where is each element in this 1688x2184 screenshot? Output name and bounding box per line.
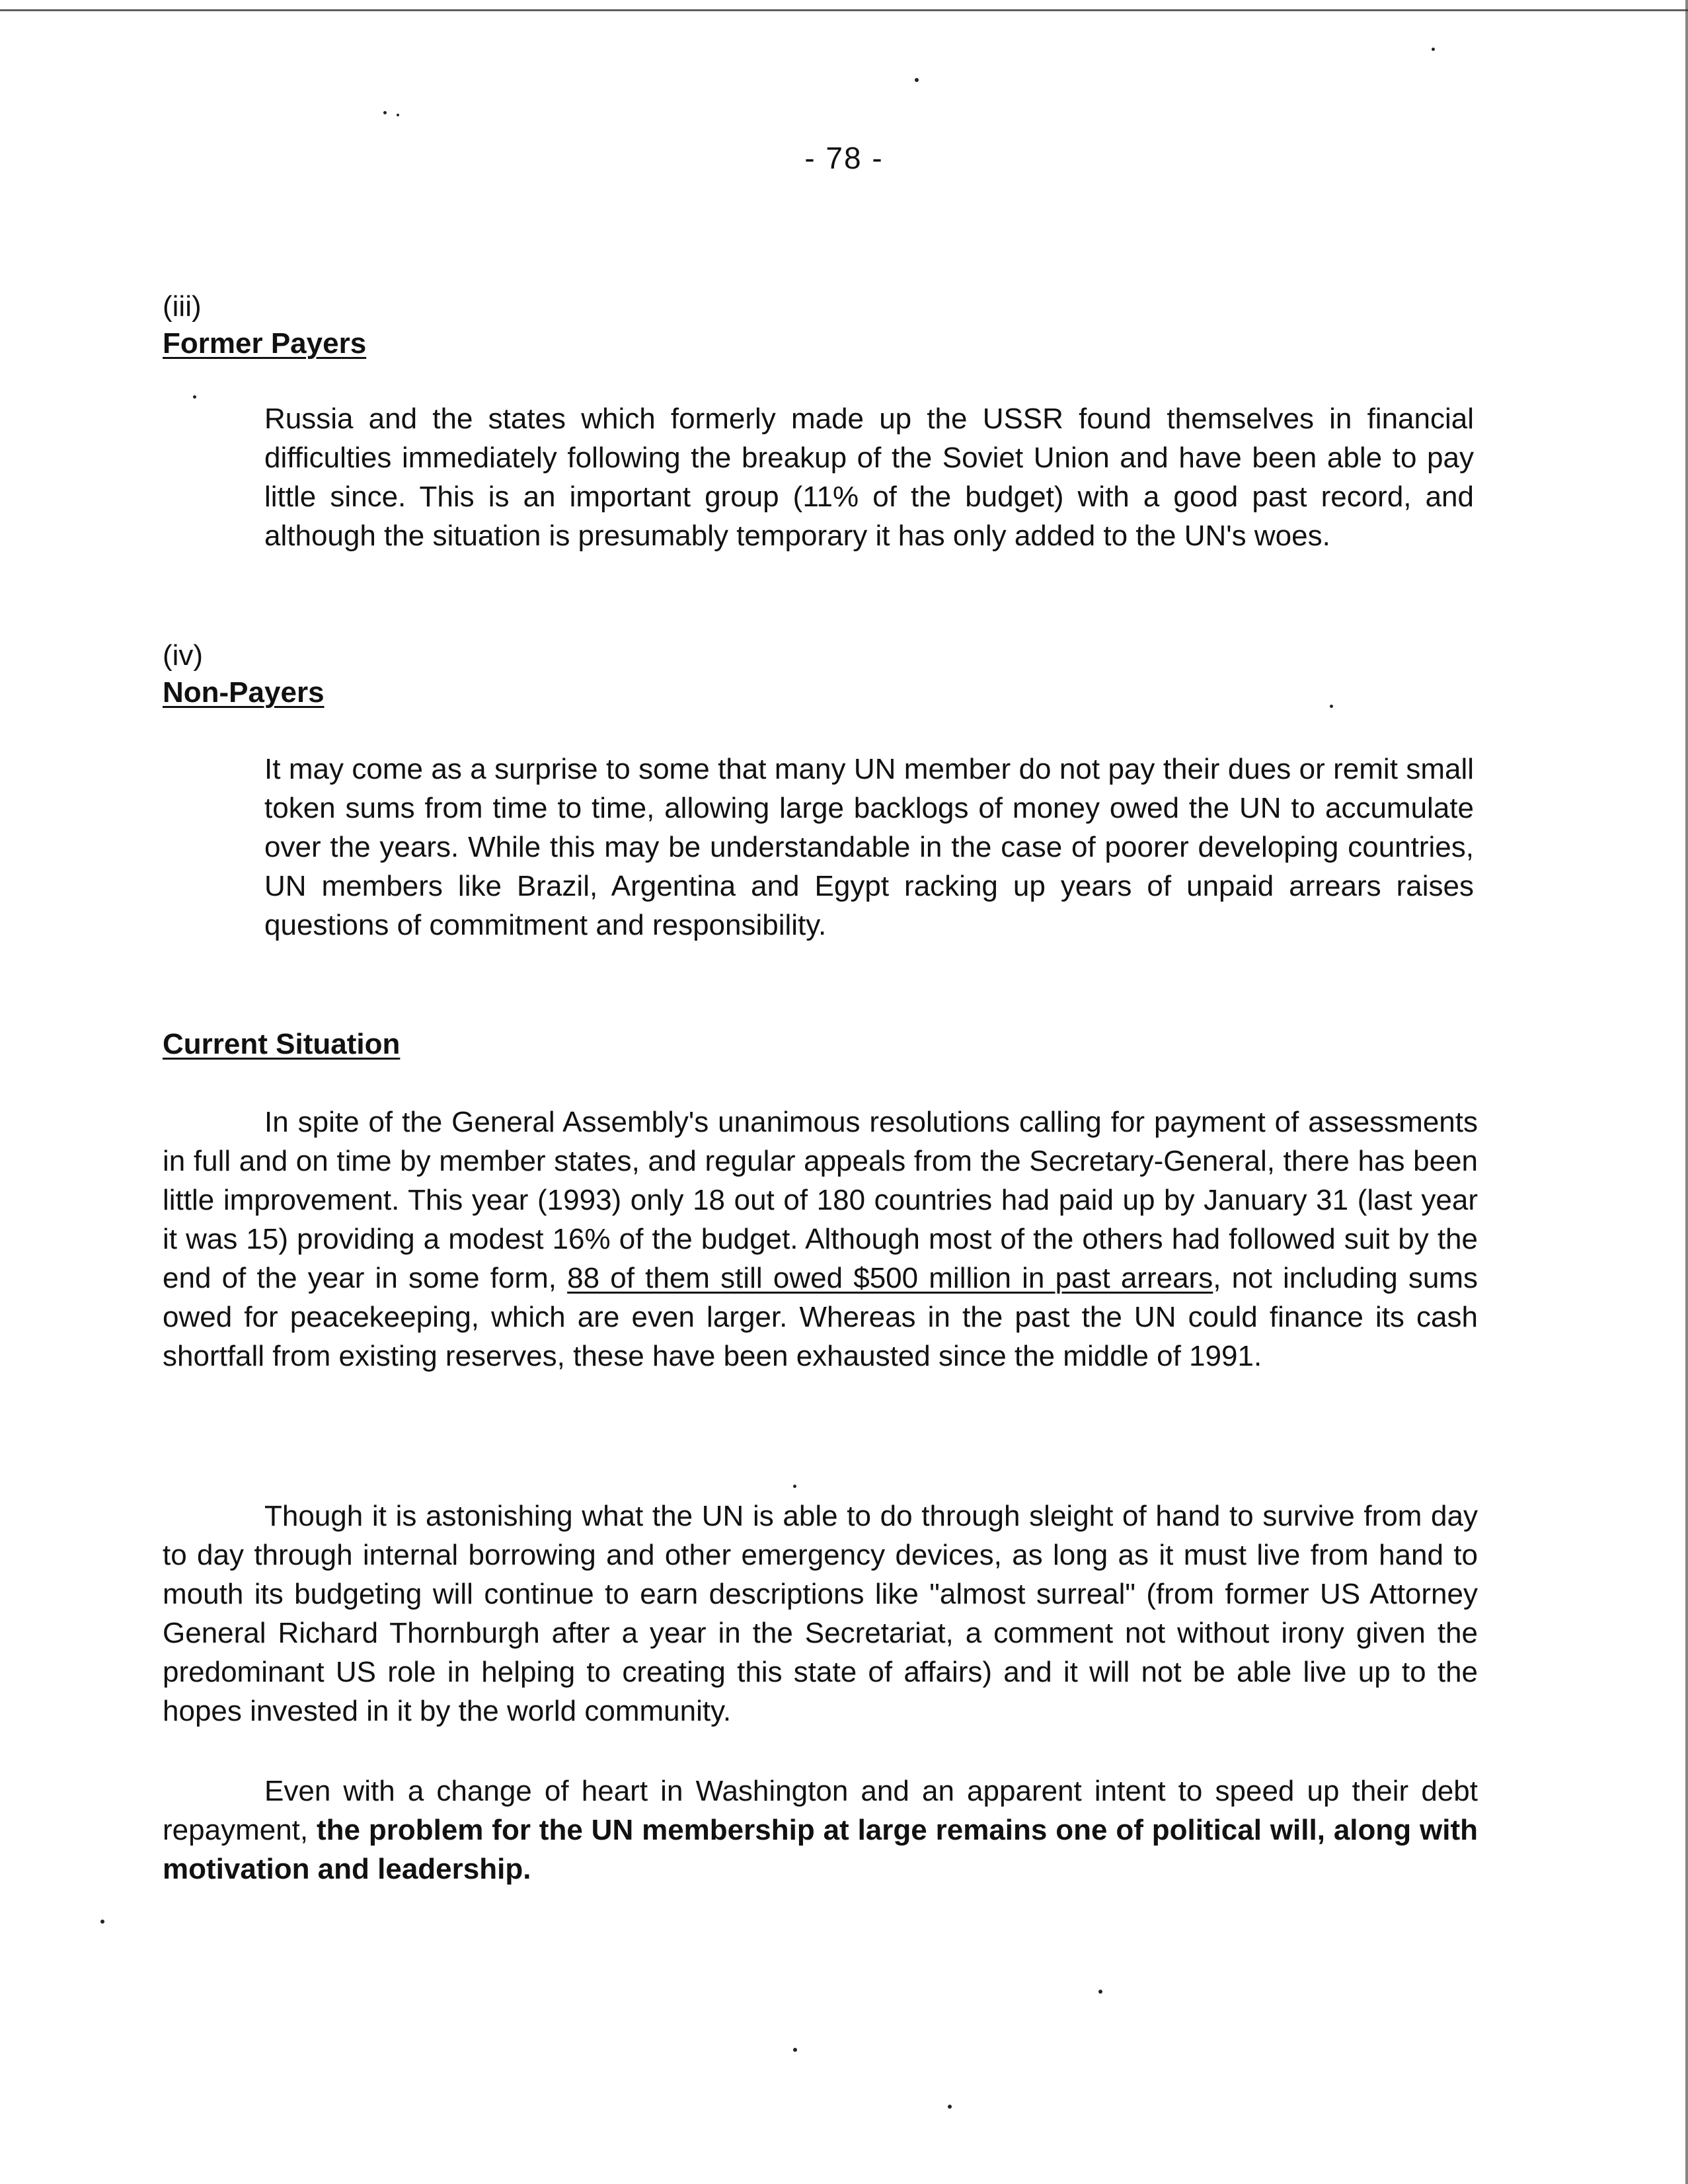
paragraph-1-text-end: , not including sums owed for peacekeeping, which are even larger. Whereas in the past the UN could finance its cash shortfall from existing reserves, these have been exhausted since the middle of 1991.	[163, 1262, 1478, 1372]
scan-edge-top	[0, 9, 1688, 11]
scan-speck	[1432, 48, 1435, 51]
scan-speck	[100, 1920, 104, 1924]
scan-speck	[193, 395, 196, 399]
non-payers-heading: Non-Payers	[163, 676, 325, 709]
scan-speck	[948, 2105, 952, 2109]
scan-speck	[915, 78, 919, 82]
page-number: - 78 -	[804, 141, 884, 175]
former-payers-paragraph: Russia and the states which formerly made up the USSR found themselves in financial difficulties immediately following the breakup of the Soviet Union and have been able to pay little since. This is an important group (11% of the budget) with a good past record, and although the situation is presumably temporary it has only added to the UN's woes.	[264, 403, 1474, 552]
current-situation-paragraph-3	[163, 1772, 1478, 1889]
scan-speck	[383, 111, 387, 114]
former-payers-heading: Former Payers	[163, 327, 367, 360]
non-payers-paragraph: It may come as a surprise to some that many UN member do not pay their dues or remit small token sums from time to time, allowing large backlogs of money owed the UN to accumulate over the years. While this may be understandable in the case of poorer developing countries, UN members like Brazil, Argentina and Egypt racking up years of unpaid arrears raises questions of commitment and responsibility.	[264, 753, 1474, 941]
arrears-underlined-phrase: 88 of them still owed $500 million in past arrears	[567, 1262, 1213, 1294]
current-situation-heading: Current Situation	[163, 1028, 401, 1060]
scan-edge-right	[1685, 0, 1688, 2184]
section-marker-iii: (iii)	[163, 290, 202, 323]
section-marker-iv: (iv)	[163, 639, 204, 672]
scan-speck	[1098, 1990, 1102, 1994]
paragraph-1-text-start: In spite of the General Assembly's unanimous resolutions calling for payment of assessments in full and on time by member states, and regular appeals from the Secretary-General, there has been little improvement. This year (1993) only 18 out of 180 countries had paid up by January 31 (last year it was 15) providing a modest 16% of the budget. Although most of the others had followed suit by the end of the year in some form,	[163, 1106, 1478, 1294]
current-situation-paragraph-2: Though it is astonishing what the UN is able to do through sleight of hand to survive from day to day through internal borrowing and other emergency devices, as long as it must live from hand to mouth its budgeting will continue to earn descriptions like "almost surreal" (from former US Attorney General Richard Thornburgh after a year in the Secretariat, a comment not without irony given the predominant US role in helping to creating this state of affairs) and it will not be able live up to the hopes invested in it by the world community.	[163, 1500, 1478, 1727]
scan-speck	[793, 1485, 796, 1488]
scan-speck	[793, 2048, 797, 2052]
current-situation-paragraph-1	[163, 1103, 1478, 1376]
scan-speck	[1330, 705, 1333, 708]
paragraph-3-text-start: Even with a change of heart in Washington and an apparent intent to speed up their debt repayment,	[163, 1775, 1478, 1846]
scan-speck	[397, 114, 399, 116]
political-will-bold-phrase: the problem for the UN membership at large remains one of political will, along with motivation and leadership.	[163, 1814, 1478, 1885]
